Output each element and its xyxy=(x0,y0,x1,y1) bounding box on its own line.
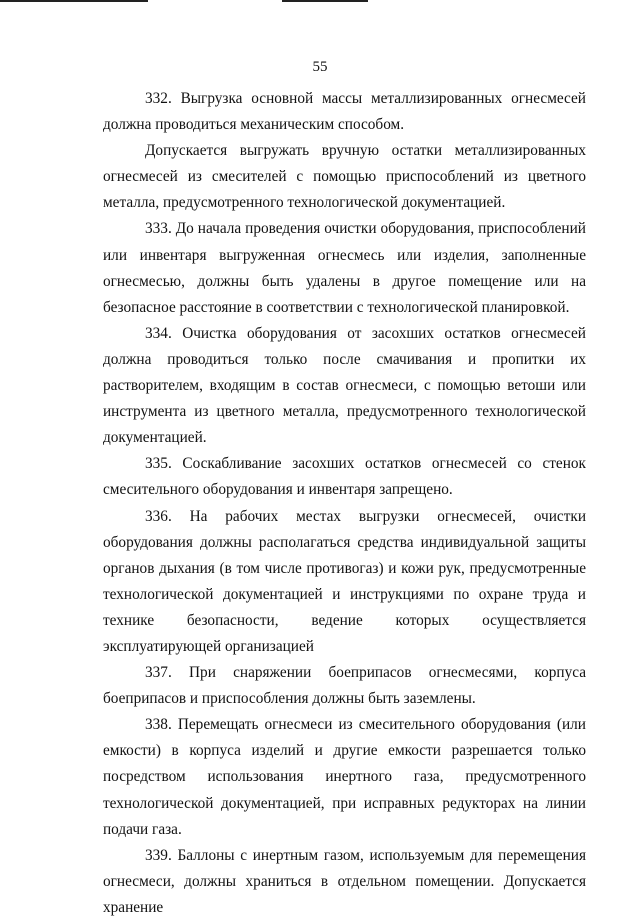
paragraph-339: 339. Баллоны с инертным газом, используемым для перемещения огнесмеси, должны храниться в отдельном помещении. Допускается хранение xyxy=(103,846,586,916)
paragraph-332-note: Допускается выгружать вручную остатки металлизированных огнесмесей из смесителей с помощью приспособлений из цветного металла, предусмотренного технологической документацией. xyxy=(103,142,586,212)
paragraph-335: 335. Соскабливание засохших остатков огнесмесей со стенок смесительного оборудования и инвентаря запрещено. xyxy=(103,455,586,499)
paragraph-332: 332. Выгрузка основной массы металлизированных огнесмесей должна проводиться механическим способом. xyxy=(103,90,586,134)
scan-edge-mark xyxy=(282,0,368,2)
document-body xyxy=(103,86,586,921)
paragraph-336: 336. На рабочих местах выгрузки огнесмесей, очистки оборудования должны располагаться средства индивидуальной защиты органов дыхания (в том числе противогаз) и кожи рук, предусмотренные технологической документацией и инструкциями по охране труда и технике безопасности, ведение которых осуществляется эксплуатирующей организацией xyxy=(103,507,586,655)
paragraph-338: 338. Перемещать огнесмеси из смесительного оборудования (или емкости) в корпуса изделий и другие емкости разрешается только посредством использования инертного газа, предусмотренного технологической документацией, при исправных редукторах на линии подачи газа. xyxy=(103,716,586,838)
scan-edge-mark xyxy=(0,0,148,2)
page-number: 55 xyxy=(312,59,328,75)
paragraph-333: 333. До начала проведения очистки оборудования, приспособлений или инвентаря выгруженная огнесмесь или изделия, заполненные огнесмесью, должны быть удалены в другое помещение или на безопасное расстояние в соответствии с технологической планировкой. xyxy=(103,220,586,316)
paragraph-334: 334. Очистка оборудования от засохших остатков огнесмесей должна проводиться только после смачивания и пропитки их растворителем, входящим в состав огнесмеси, с помощью ветоши или инструмента из цветного металла, предусмотренного технологической документацией. xyxy=(103,324,586,447)
paragraph-337: 337. При снаряжении боеприпасов огнесмесями, корпуса боеприпасов и приспособления должны быть заземлены. xyxy=(103,664,586,708)
